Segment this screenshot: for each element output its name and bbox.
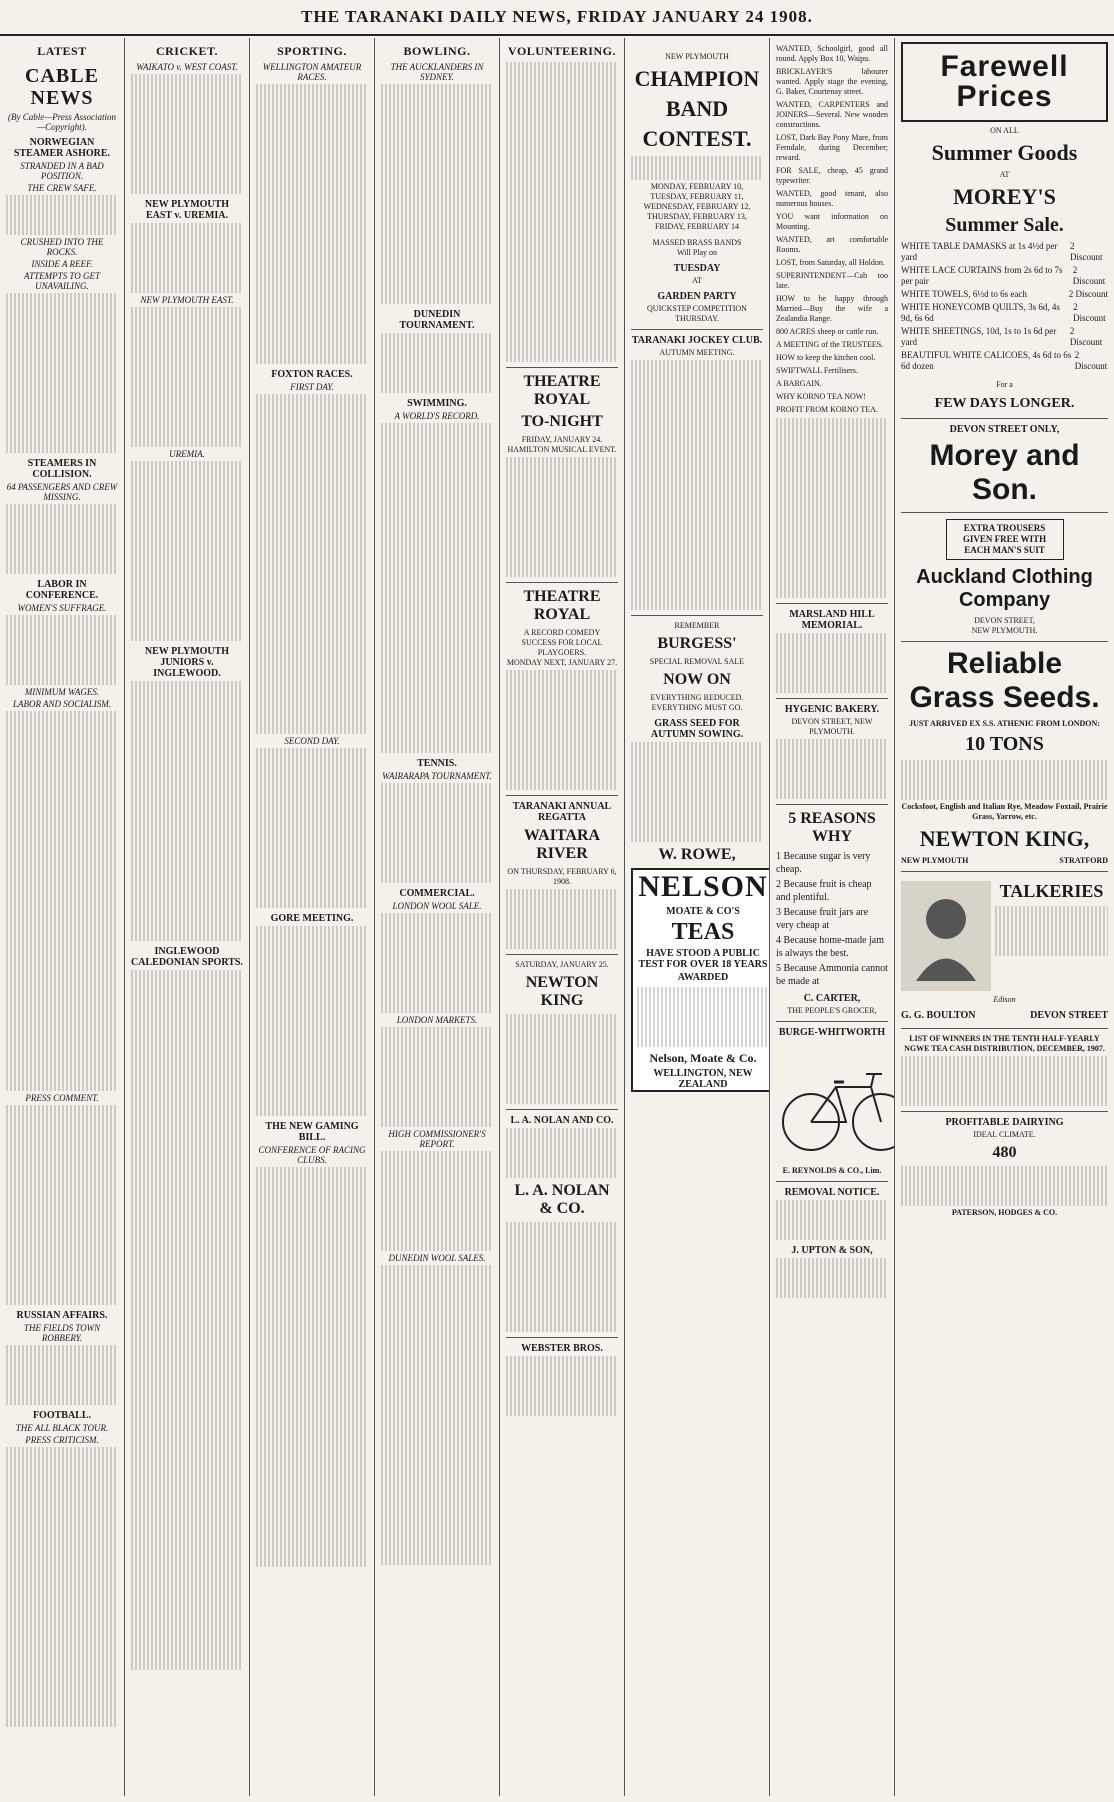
norwegian-heading: NORWEGIAN STEAMER ASHORE. bbox=[13, 137, 111, 159]
ad-18: PROFIT FROM KORNO TEA. bbox=[776, 405, 878, 414]
few-days: FEW DAYS LONGER. bbox=[934, 396, 1075, 411]
ad-13: A MEETING of the TRUSTEES. bbox=[776, 340, 884, 349]
for-a: For a bbox=[996, 380, 1013, 389]
ad-3: WANTED, CARPENTERS and JOINERS—Several. New wooden constructions. bbox=[776, 100, 888, 129]
thursday: THURSDAY. bbox=[675, 314, 719, 323]
volunteering-heading: VOLUNTEERING. bbox=[508, 44, 616, 58]
dunedin-wool: DUNEDIN WOOL SALES. bbox=[388, 1253, 486, 1263]
auckland-clothing: Auckland Clothing Company bbox=[916, 566, 1093, 611]
passengers: 64 PASSENGERS AND CREW MISSING. bbox=[6, 482, 118, 502]
price-row: WHITE SHEETINGS, 10d, 1s to 1s 6d per yard 2 Discount bbox=[901, 326, 1103, 347]
masthead-title: THE TARANAKI DAILY NEWS, FRIDAY JANUARY 24 1908. bbox=[301, 7, 813, 26]
boulton-row bbox=[901, 1005, 1108, 1023]
devon3: DEVON STREET bbox=[1030, 1010, 1108, 1021]
friday: FRIDAY, JANUARY 24. bbox=[521, 435, 603, 444]
gore: GORE MEETING. bbox=[270, 913, 354, 924]
remember: REMEMBER bbox=[674, 621, 720, 630]
winners: LIST OF WINNERS IN THE TENTH HALF-YEARLY NGWE TEA CASH DISTRIBUTION, DECEMBER, 1907. bbox=[904, 1034, 1105, 1053]
grass-seed: GRASS SEED FOR AUTUMN SOWING. bbox=[650, 718, 744, 740]
swimming: SWIMMING. bbox=[407, 398, 467, 409]
teas: TEAS bbox=[671, 919, 735, 945]
record: A RECORD COMEDY SUCCESS FOR LOCAL PLAYGOERS. bbox=[521, 628, 603, 657]
high-comm: HIGH COMMISSIONER'S REPORT. bbox=[388, 1129, 486, 1149]
world-record: A WORLD'S RECORD. bbox=[394, 411, 480, 421]
press-crit: PRESS CRITICISM. bbox=[25, 1435, 99, 1445]
foxton: FOXTON RACES. bbox=[271, 369, 353, 380]
crushed: CRUSHED INTO THE ROCKS. bbox=[20, 237, 104, 257]
summer-goods: Summer Goods bbox=[931, 140, 1078, 165]
regatta-date: ON THURSDAY, FEBRUARY 6, 1908. bbox=[507, 867, 617, 886]
ad-15: SWIFTWALL Fertilisers. bbox=[776, 366, 858, 375]
ad-10: SUPERINTENDENT—Cab too late. bbox=[776, 271, 888, 290]
special: SPECIAL REMOVAL SALE bbox=[649, 657, 745, 666]
reliable-grass: Reliable Grass Seeds. bbox=[909, 647, 1100, 714]
column-bowling bbox=[375, 38, 500, 1796]
farewell-prices-ad bbox=[901, 42, 1108, 122]
reason-1: 1 Because sugar is very cheap. bbox=[776, 851, 871, 875]
nelson: NELSON bbox=[638, 870, 768, 903]
reason-3: 3 Because fruit jars are very cheap at bbox=[776, 907, 869, 931]
hygenic: HYGENIC BAKERY. bbox=[784, 704, 880, 715]
sporting-heading: SPORTING. bbox=[277, 44, 347, 58]
saturday: SATURDAY, JANUARY 25. bbox=[515, 960, 609, 969]
waitara-river: WAITARA RIVER bbox=[523, 827, 601, 862]
russian-heading: RUSSIAN AFFAIRS. bbox=[16, 1310, 108, 1321]
everything: EVERYTHING REDUCED. EVERYTHING MUST GO. bbox=[650, 693, 744, 712]
extra-trousers: EXTRA TROUSERS GIVEN FREE WITH EACH MAN'S SUIT bbox=[946, 519, 1064, 560]
band-np: NEW PLYMOUTH bbox=[665, 52, 729, 61]
on-all: ON ALL bbox=[990, 126, 1019, 135]
ad-5: FOR SALE, cheap, 45 grand typewriter. bbox=[776, 166, 888, 185]
new-gaming: THE NEW GAMING BILL. bbox=[265, 1121, 359, 1143]
cricket-heading: CRICKET. bbox=[155, 44, 219, 58]
ad-6: WANTED, good tenant, also numerous houses. bbox=[776, 189, 888, 208]
locations bbox=[901, 856, 1108, 866]
masthead bbox=[0, 0, 1114, 36]
np-east: NEW PLYMOUTH EAST v. UREMIA. bbox=[144, 199, 230, 221]
crew-safe: THE CREW SAFE. bbox=[27, 183, 97, 193]
theatre-royal-2: THEATRE ROYAL bbox=[523, 588, 601, 623]
ad-12: 800 ACRES sheep or cattle run. bbox=[776, 327, 879, 336]
ad-17: WHY KORNO TEA NOW! bbox=[776, 392, 866, 401]
devon2: DEVON STREET, bbox=[974, 616, 1035, 625]
edison-label: Edison bbox=[993, 995, 1016, 1004]
stranded: STRANDED IN A BAD POSITION. bbox=[20, 161, 104, 181]
date-2: TUESDAY, FEBRUARY 11, bbox=[650, 192, 744, 201]
column-display-ads bbox=[895, 38, 1114, 1796]
reason-4: 4 Because home-made jam is always the best. bbox=[776, 935, 885, 959]
burgess: BURGESS' bbox=[657, 635, 737, 652]
np-east2: NEW PLYMOUTH EAST. bbox=[140, 295, 234, 305]
nelson-moate: Nelson, Moate & Co. bbox=[649, 1051, 757, 1065]
column-band-contest bbox=[625, 38, 770, 1796]
quickstep: QUICKSTEP COMPETITION bbox=[647, 304, 747, 313]
contest: CONTEST. bbox=[642, 126, 752, 151]
acres: 480 bbox=[992, 1144, 1017, 1161]
date-3: WEDNESDAY, FEBRUARY 12, bbox=[643, 202, 751, 211]
cable-news-heading: CABLE NEWS bbox=[25, 65, 99, 109]
grasses: Cocksfoot, English and Italian Rye, Meadow Foxtail, Prairie Grass, Yarrow, etc. bbox=[901, 802, 1108, 821]
taranaki-regatta: TARANAKI ANNUAL REGATTA bbox=[512, 801, 612, 823]
farewell: Farewell Prices bbox=[940, 50, 1069, 113]
london-wool: LONDON WOOL SALE. bbox=[392, 901, 482, 911]
bicycle-illustration bbox=[776, 1042, 895, 1162]
theatre-royal-1: THEATRE ROYAL bbox=[523, 373, 601, 408]
labor-heading: LABOR IN CONFERENCE. bbox=[25, 579, 99, 601]
price-row: WHITE LACE CURTAINS from 2s 6d to 7s per pair 2 Discount bbox=[901, 265, 1106, 286]
ad-11: HOW to be happy through Married—Buy the wife a Zealandia Range. bbox=[776, 294, 888, 323]
fields: THE FIELDS TOWN ROBBERY. bbox=[23, 1323, 101, 1343]
webster: WEBSTER BROS. bbox=[521, 1343, 603, 1354]
massed: MASSED BRASS BANDS bbox=[652, 238, 742, 247]
football-heading: FOOTBALL. bbox=[32, 1410, 92, 1421]
nolan2: L. A. NOLAN & CO. bbox=[514, 1182, 610, 1217]
now-on: NOW ON bbox=[663, 671, 731, 688]
devon: DEVON STREET, NEW PLYMOUTH. bbox=[791, 717, 873, 736]
all-black: THE ALL BLACK TOUR. bbox=[15, 1423, 109, 1433]
paterson: PATERSON, HODGES & CO. bbox=[951, 1208, 1058, 1217]
nm-wellington: WELLINGTON, NEW ZEALAND bbox=[653, 1068, 753, 1090]
price-list bbox=[901, 241, 1108, 372]
column-sporting bbox=[250, 38, 375, 1796]
morey-son: Morey and Son. bbox=[929, 439, 1080, 506]
rowe: W. ROWE, bbox=[658, 846, 736, 863]
test: HAVE STOOD A PUBLIC TEST FOR OVER 18 YEARS bbox=[638, 948, 768, 970]
bowling-heading: BOWLING. bbox=[403, 44, 471, 58]
band: BAND bbox=[665, 96, 729, 121]
np-stratford: NEW PLYMOUTH bbox=[901, 856, 969, 865]
moate: MOATE & CO'S bbox=[666, 906, 740, 917]
edison-portrait-icon bbox=[901, 881, 991, 991]
attempts: ATTEMPTS TO GET UNAVAILING. bbox=[23, 271, 101, 291]
awarded: AWARDED bbox=[677, 972, 729, 983]
garden-party: GARDEN PARTY bbox=[657, 291, 737, 302]
commercial: COMMERCIAL. bbox=[399, 888, 475, 899]
inside-reef: INSIDE A REEF. bbox=[31, 259, 93, 269]
ad-8: WANTED, art comfortable Rooms. bbox=[776, 235, 888, 254]
upton: J. UPTON & SON, bbox=[791, 1245, 873, 1256]
tennis: TENNIS. bbox=[417, 758, 457, 769]
minimum: MINIMUM WAGES. bbox=[24, 687, 100, 697]
date-5: FRIDAY, FEBRUARY 14 bbox=[655, 222, 739, 231]
column-cricket bbox=[125, 38, 250, 1796]
ad-16: A BARGAIN. bbox=[776, 379, 822, 388]
np-jun: NEW PLYMOUTH JUNIORS v. INGLEWOOD. bbox=[144, 646, 230, 679]
reason-2: 2 Because fruit is cheap and plentiful. bbox=[776, 879, 872, 903]
column-cable-news bbox=[0, 38, 125, 1796]
nolan: L. A. NOLAN AND CO. bbox=[510, 1115, 614, 1126]
ad-1: WANTED, Schoolgirl, good all round. Apply Box 10, Waipu. bbox=[776, 44, 888, 63]
tonight: TO-NIGHT bbox=[521, 413, 603, 430]
press: PRESS COMMENT. bbox=[25, 1093, 99, 1103]
conference: CONFERENCE OF RACING CLUBS. bbox=[258, 1145, 366, 1165]
labor-soc: LABOR AND SOCIALISM. bbox=[12, 699, 112, 709]
five-reasons: 5 REASONS WHY bbox=[788, 810, 876, 845]
carter: C. CARTER, bbox=[803, 993, 861, 1004]
wairarapa: WAIRARAPA TOURNAMENT. bbox=[382, 771, 492, 781]
nelson-moate-ad bbox=[631, 868, 770, 1092]
monday: MONDAY NEXT, JANUARY 27. bbox=[506, 658, 618, 667]
london-markets: LONDON MARKETS. bbox=[396, 1015, 478, 1025]
ad-4: LOST, Dark Bay Pony Mare, from Ferndale, during December; reward. bbox=[776, 133, 888, 162]
ad-2: BRICKLAYER'S labourer wanted. Apply stage the evening, G. Baker, Courtenay street. bbox=[776, 67, 888, 96]
moreys: MOREY'S bbox=[953, 184, 1056, 209]
aucklanders: THE AUCKLANDERS IN SYDNEY. bbox=[390, 62, 484, 82]
talkeries-ad bbox=[901, 877, 1108, 995]
dunedin: DUNEDIN TOURNAMENT. bbox=[399, 309, 475, 331]
womens: WOMEN'S SUFFRAGE. bbox=[17, 603, 107, 613]
at-label: AT bbox=[999, 170, 1010, 179]
autumn: AUTUMN MEETING. bbox=[659, 348, 735, 357]
ideal: IDEAL CLIMATE. bbox=[973, 1130, 1036, 1139]
newton-king: NEWTON KING bbox=[525, 974, 599, 1009]
reynolds: E. REYNOLDS & CO., Lim. bbox=[782, 1166, 882, 1175]
tuesday: TUESDAY bbox=[673, 263, 721, 274]
ad-14: HOW to keep the kitchen cool. bbox=[776, 353, 876, 362]
profitable: PROFITABLE DAIRYING bbox=[945, 1117, 1064, 1128]
marsland: MARSLAND HILL MEMORIAL. bbox=[789, 609, 875, 631]
talkeries: TALKERIES bbox=[999, 881, 1104, 901]
column-volunteering bbox=[500, 38, 625, 1796]
boulton: G. G. BOULTON bbox=[901, 1010, 976, 1021]
stratford: STRATFORD bbox=[1059, 856, 1108, 865]
np: NEW PLYMOUTH. bbox=[971, 626, 1038, 635]
devon-only: DEVON STREET ONLY, bbox=[949, 424, 1060, 435]
price-row: WHITE TOWELS, 6½d to 6s each 2 Discount bbox=[901, 289, 1108, 299]
inglewood: INGLEWOOD CALEDONIAN SPORTS. bbox=[131, 946, 243, 968]
date-1: MONDAY, FEBRUARY 10, bbox=[650, 182, 744, 191]
price-row: WHITE TABLE DAMASKS at 1s 4½d per yard 2 Discount bbox=[901, 241, 1103, 262]
newton-king-ad: NEWTON KING, bbox=[919, 826, 1090, 851]
cable-sub: (By Cable—Press Association—Copyright). bbox=[8, 112, 116, 132]
champion: CHAMPION bbox=[634, 66, 760, 91]
wellington: WELLINGTON AMATEUR RACES. bbox=[262, 62, 362, 82]
hamilton: HAMILTON MUSICAL EVENT. bbox=[507, 445, 617, 454]
whitworth: BURGE-WHITWORTH bbox=[778, 1027, 886, 1038]
second-day: SECOND DAY. bbox=[284, 736, 340, 746]
price-row: WHITE HONEYCOMB QUILTS, 3s 6d, 4s 9d, 6s 6d 2 Discount bbox=[901, 302, 1106, 323]
jockey: TARANAKI JOCKEY CLUB. bbox=[631, 335, 763, 346]
removal: REMOVAL NOTICE. bbox=[784, 1187, 880, 1198]
date-4: THURSDAY, FEBRUARY 13, bbox=[647, 212, 747, 221]
ten-tons: 10 TONS bbox=[965, 733, 1044, 755]
uremia: UREMIA. bbox=[169, 449, 205, 459]
steamers-heading: STEAMERS IN COLLISION. bbox=[27, 458, 97, 480]
price-row: BEAUTIFUL WHITE CALICOES, 4s 6d to 6s 6d dozen 2 Discount bbox=[901, 350, 1108, 371]
grocer: THE PEOPLE'S GROCER, bbox=[787, 1006, 877, 1015]
summer-sale: Summer Sale. bbox=[945, 214, 1064, 236]
will-play: Will Play on bbox=[676, 248, 718, 257]
first-day: FIRST DAY. bbox=[290, 382, 334, 392]
latest-label: LATEST bbox=[37, 44, 87, 58]
column-small-ads bbox=[770, 38, 895, 1796]
just-arrived: JUST ARRIVED EX S.S. ATHENIC FROM LONDON: bbox=[909, 719, 1100, 728]
at-label: AT bbox=[692, 276, 702, 285]
ad-7: YOU want information on Mounting. bbox=[776, 212, 888, 231]
ad-9: LOST, from Saturday, all Holdon. bbox=[776, 258, 885, 267]
reason-5: 5 Because Ammonia cannot be made at bbox=[776, 963, 888, 987]
waikato: WAIKATO v. WEST COAST. bbox=[136, 62, 238, 72]
